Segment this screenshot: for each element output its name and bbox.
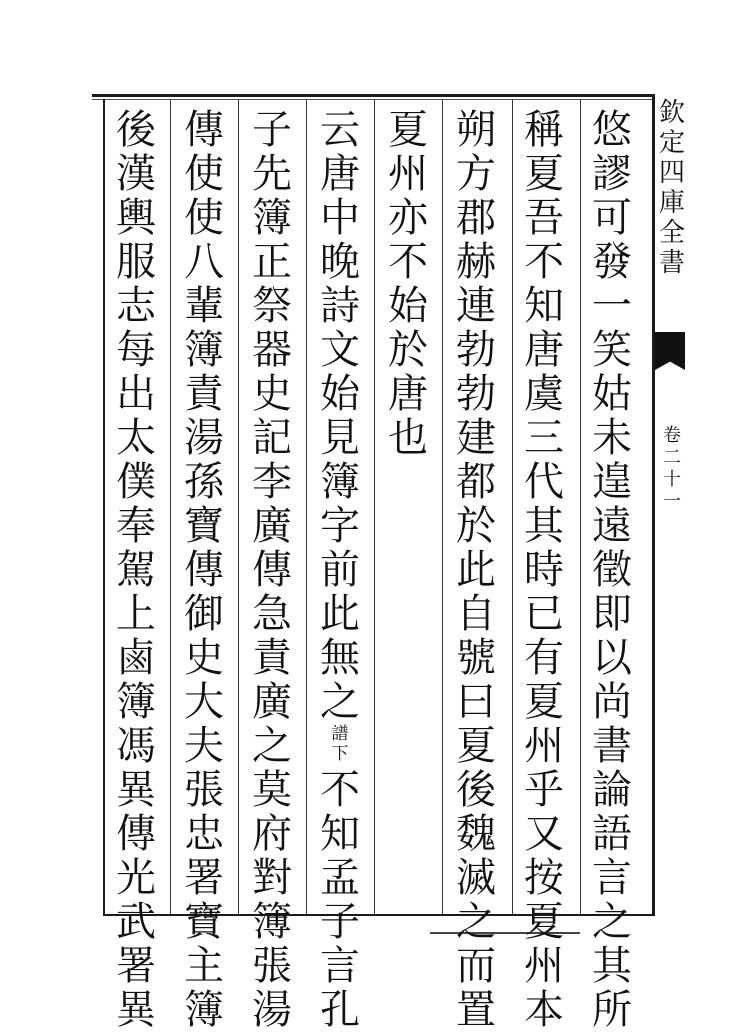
margin-volume-char: 二 bbox=[663, 447, 681, 468]
text-char: 知 bbox=[320, 811, 360, 857]
text-char: 州 bbox=[388, 151, 428, 197]
text-char: 責 bbox=[184, 371, 224, 417]
text-char: 時 bbox=[524, 547, 564, 593]
text-char: 責 bbox=[252, 635, 292, 681]
text-char: 簿 bbox=[184, 987, 224, 1033]
text-char: 之 bbox=[320, 679, 360, 725]
text-char: 張 bbox=[252, 943, 292, 989]
column-divider bbox=[170, 100, 171, 914]
text-char: 三 bbox=[524, 415, 564, 461]
text-char: 對 bbox=[252, 855, 292, 901]
text-char: 尚 bbox=[592, 679, 632, 725]
text-char: 唐 bbox=[320, 151, 360, 197]
text-char: 方 bbox=[456, 151, 496, 197]
text-char: 孟 bbox=[320, 855, 360, 901]
text-char: 無 bbox=[320, 635, 360, 681]
text-char: 虞 bbox=[524, 371, 564, 417]
text-char: 云 bbox=[320, 107, 360, 153]
text-char: 中 bbox=[320, 195, 360, 241]
text-char: 簿 bbox=[184, 327, 224, 373]
text-char: 於 bbox=[388, 327, 428, 373]
column-divider bbox=[442, 100, 443, 914]
text-char: 亦 bbox=[388, 195, 428, 241]
text-char: 也 bbox=[388, 415, 428, 461]
text-char: 晚 bbox=[320, 239, 360, 285]
text-char: 大 bbox=[184, 679, 224, 725]
text-char: 後 bbox=[456, 767, 496, 813]
text-char: 後 bbox=[116, 107, 156, 153]
text-char: 子 bbox=[252, 107, 292, 153]
text-char: 僕 bbox=[116, 459, 156, 505]
text-char: 先 bbox=[252, 151, 292, 197]
text-char: 按 bbox=[524, 855, 564, 901]
text-char: 主 bbox=[184, 943, 224, 989]
text-char: 夏 bbox=[388, 107, 428, 153]
text-char: 始 bbox=[320, 371, 360, 417]
text-char: 傳 bbox=[184, 107, 224, 153]
text-char: 而 bbox=[456, 943, 496, 989]
text-char: 急 bbox=[252, 591, 292, 637]
text-char: 文 bbox=[320, 327, 360, 373]
text-char: 輩 bbox=[184, 283, 224, 329]
text-char: 不 bbox=[524, 239, 564, 285]
text-char: 徵 bbox=[592, 547, 632, 593]
text-char: 傳 bbox=[184, 547, 224, 593]
text-char: 之 bbox=[456, 899, 496, 945]
text-char: 代 bbox=[524, 459, 564, 505]
text-char: 魏 bbox=[456, 811, 496, 857]
column-divider bbox=[238, 100, 239, 914]
text-char: 使 bbox=[184, 195, 224, 241]
text-char: 夏 bbox=[524, 899, 564, 945]
text-char: 此 bbox=[320, 591, 360, 637]
text-char: 滅 bbox=[456, 855, 496, 901]
text-char: 莫 bbox=[252, 767, 292, 813]
text-char: 異 bbox=[116, 767, 156, 813]
text-char: 史 bbox=[252, 371, 292, 417]
text-char: 遑 bbox=[592, 459, 632, 505]
text-char: 一 bbox=[592, 283, 632, 329]
text-column-3 bbox=[452, 108, 500, 1032]
text-char: 此 bbox=[456, 547, 496, 593]
text-char: 謬 bbox=[592, 151, 632, 197]
text-char: 知 bbox=[524, 283, 564, 329]
text-char: 署 bbox=[116, 943, 156, 989]
text-char: 每 bbox=[116, 327, 156, 373]
text-char: 前 bbox=[320, 547, 360, 593]
text-char: 出 bbox=[116, 371, 156, 417]
text-char: 器 bbox=[252, 327, 292, 373]
text-char: 之 bbox=[592, 899, 632, 945]
text-char: 不 bbox=[388, 239, 428, 285]
column-divider bbox=[512, 100, 513, 914]
text-char: 見 bbox=[320, 415, 360, 461]
text-char: 寶 bbox=[184, 899, 224, 945]
text-char: 未 bbox=[592, 415, 632, 461]
text-char: 又 bbox=[524, 811, 564, 857]
text-char: 即 bbox=[592, 591, 632, 637]
text-char: 孔 bbox=[320, 987, 360, 1033]
margin-title-char: 欽 bbox=[658, 98, 685, 128]
text-char: 夏 bbox=[524, 151, 564, 197]
text-char: 鹵 bbox=[116, 635, 156, 681]
column-divider bbox=[306, 100, 307, 914]
text-column-8 bbox=[112, 108, 160, 1032]
text-char: 都 bbox=[456, 459, 496, 505]
text-char: 號 bbox=[456, 635, 496, 681]
text-char: 之 bbox=[252, 723, 292, 769]
text-char: 乎 bbox=[524, 767, 564, 813]
text-char: 子 bbox=[320, 899, 360, 945]
text-char: 連 bbox=[456, 283, 496, 329]
text-char: 於 bbox=[456, 503, 496, 549]
text-char: 孫 bbox=[184, 459, 224, 505]
column-divider bbox=[374, 100, 375, 914]
margin-volume-char: 十 bbox=[663, 469, 681, 490]
text-char: 詩 bbox=[320, 283, 360, 329]
text-char: 其 bbox=[592, 943, 632, 989]
text-char: 使 bbox=[184, 151, 224, 197]
text-char: 遠 bbox=[592, 503, 632, 549]
text-char: 夏 bbox=[456, 723, 496, 769]
text-char: 夫 bbox=[184, 723, 224, 769]
text-char: 稱 bbox=[524, 107, 564, 153]
text-char: 廣 bbox=[252, 679, 292, 725]
text-char: 志 bbox=[116, 283, 156, 329]
text-column-1 bbox=[588, 108, 636, 1032]
text-char: 駕 bbox=[116, 547, 156, 593]
text-char: 語 bbox=[592, 811, 632, 857]
text-char: 其 bbox=[524, 503, 564, 549]
text-char: 簿 bbox=[252, 195, 292, 241]
text-char: 記 bbox=[252, 415, 292, 461]
text-char: 湯 bbox=[184, 415, 224, 461]
text-char: 始 bbox=[388, 283, 428, 329]
margin-title-char: 全 bbox=[658, 218, 685, 248]
text-char: 服 bbox=[116, 239, 156, 285]
text-column-6 bbox=[248, 108, 296, 1032]
text-char: 武 bbox=[116, 899, 156, 945]
annotation-char: 下 bbox=[331, 744, 349, 764]
text-char: 馮 bbox=[116, 723, 156, 769]
text-char: 以 bbox=[592, 635, 632, 681]
text-char: 異 bbox=[116, 987, 156, 1033]
text-char: 忠 bbox=[184, 811, 224, 857]
text-char: 張 bbox=[184, 767, 224, 813]
text-char: 所 bbox=[592, 987, 632, 1033]
text-char: 正 bbox=[252, 239, 292, 285]
text-char: 勃 bbox=[456, 371, 496, 417]
text-char: 傳 bbox=[252, 547, 292, 593]
text-char: 太 bbox=[116, 415, 156, 461]
text-char: 勃 bbox=[456, 327, 496, 373]
text-char: 八 bbox=[184, 239, 224, 285]
text-char: 已 bbox=[524, 591, 564, 637]
text-char: 笑 bbox=[592, 327, 632, 373]
text-char: 可 bbox=[592, 195, 632, 241]
frame-top-border bbox=[92, 94, 654, 97]
text-char: 史 bbox=[184, 635, 224, 681]
text-char: 州 bbox=[524, 943, 564, 989]
text-char: 御 bbox=[184, 591, 224, 637]
text-char: 姑 bbox=[592, 371, 632, 417]
margin-title-char: 書 bbox=[658, 248, 685, 278]
text-char: 曰 bbox=[456, 679, 496, 725]
column-divider bbox=[580, 100, 581, 914]
text-char: 不 bbox=[320, 767, 360, 813]
frame-left-border bbox=[103, 99, 105, 916]
text-char: 建 bbox=[456, 415, 496, 461]
margin-volume-char: 一 bbox=[663, 491, 681, 512]
text-char: 州 bbox=[524, 723, 564, 769]
text-char: 論 bbox=[592, 767, 632, 813]
text-char: 簿 bbox=[252, 899, 292, 945]
text-char: 祭 bbox=[252, 283, 292, 329]
text-column-2 bbox=[520, 108, 568, 1032]
text-char: 署 bbox=[184, 855, 224, 901]
text-char: 唐 bbox=[524, 327, 564, 373]
text-char: 赫 bbox=[456, 239, 496, 285]
text-char: 朔 bbox=[456, 107, 496, 153]
margin-title-char: 定 bbox=[658, 128, 685, 158]
text-char: 悠 bbox=[592, 107, 632, 153]
text-char: 字 bbox=[320, 503, 360, 549]
text-char: 簿 bbox=[320, 459, 360, 505]
text-char: 傳 bbox=[116, 811, 156, 857]
text-char: 光 bbox=[116, 855, 156, 901]
frame-top-inner-border bbox=[92, 99, 654, 100]
margin-book-title bbox=[657, 98, 687, 278]
text-char: 言 bbox=[320, 943, 360, 989]
text-column-7 bbox=[180, 108, 228, 1032]
margin-volume-char: 卷 bbox=[663, 425, 681, 446]
text-char: 書 bbox=[592, 723, 632, 769]
text-char: 寶 bbox=[184, 503, 224, 549]
annotation-char: 譜 bbox=[331, 724, 349, 744]
text-char: 郡 bbox=[456, 195, 496, 241]
margin-title-char: 四 bbox=[658, 158, 685, 188]
text-char: 府 bbox=[252, 811, 292, 857]
text-char: 奉 bbox=[116, 503, 156, 549]
text-char: 有 bbox=[524, 635, 564, 681]
text-char: 上 bbox=[116, 591, 156, 637]
text-char: 置 bbox=[456, 987, 496, 1033]
text-char: 湯 bbox=[252, 987, 292, 1033]
text-char: 簿 bbox=[116, 679, 156, 725]
text-column-4 bbox=[384, 108, 432, 460]
text-char: 發 bbox=[592, 239, 632, 285]
text-char: 廣 bbox=[252, 503, 292, 549]
text-char: 夏 bbox=[524, 679, 564, 725]
text-char: 輿 bbox=[116, 195, 156, 241]
frame-right-border bbox=[652, 94, 655, 916]
inline-annotation bbox=[316, 724, 364, 768]
margin-volume-label bbox=[660, 425, 684, 513]
text-char: 言 bbox=[592, 855, 632, 901]
text-char: 自 bbox=[456, 591, 496, 637]
text-char: 本 bbox=[524, 987, 564, 1033]
text-char: 漢 bbox=[116, 151, 156, 197]
fish-tail-mark-icon bbox=[655, 332, 685, 370]
text-char: 唐 bbox=[388, 371, 428, 417]
text-char: 李 bbox=[252, 459, 292, 505]
margin-title-char: 庫 bbox=[658, 188, 685, 218]
text-char: 吾 bbox=[524, 195, 564, 241]
text-column-5 bbox=[316, 108, 364, 1032]
